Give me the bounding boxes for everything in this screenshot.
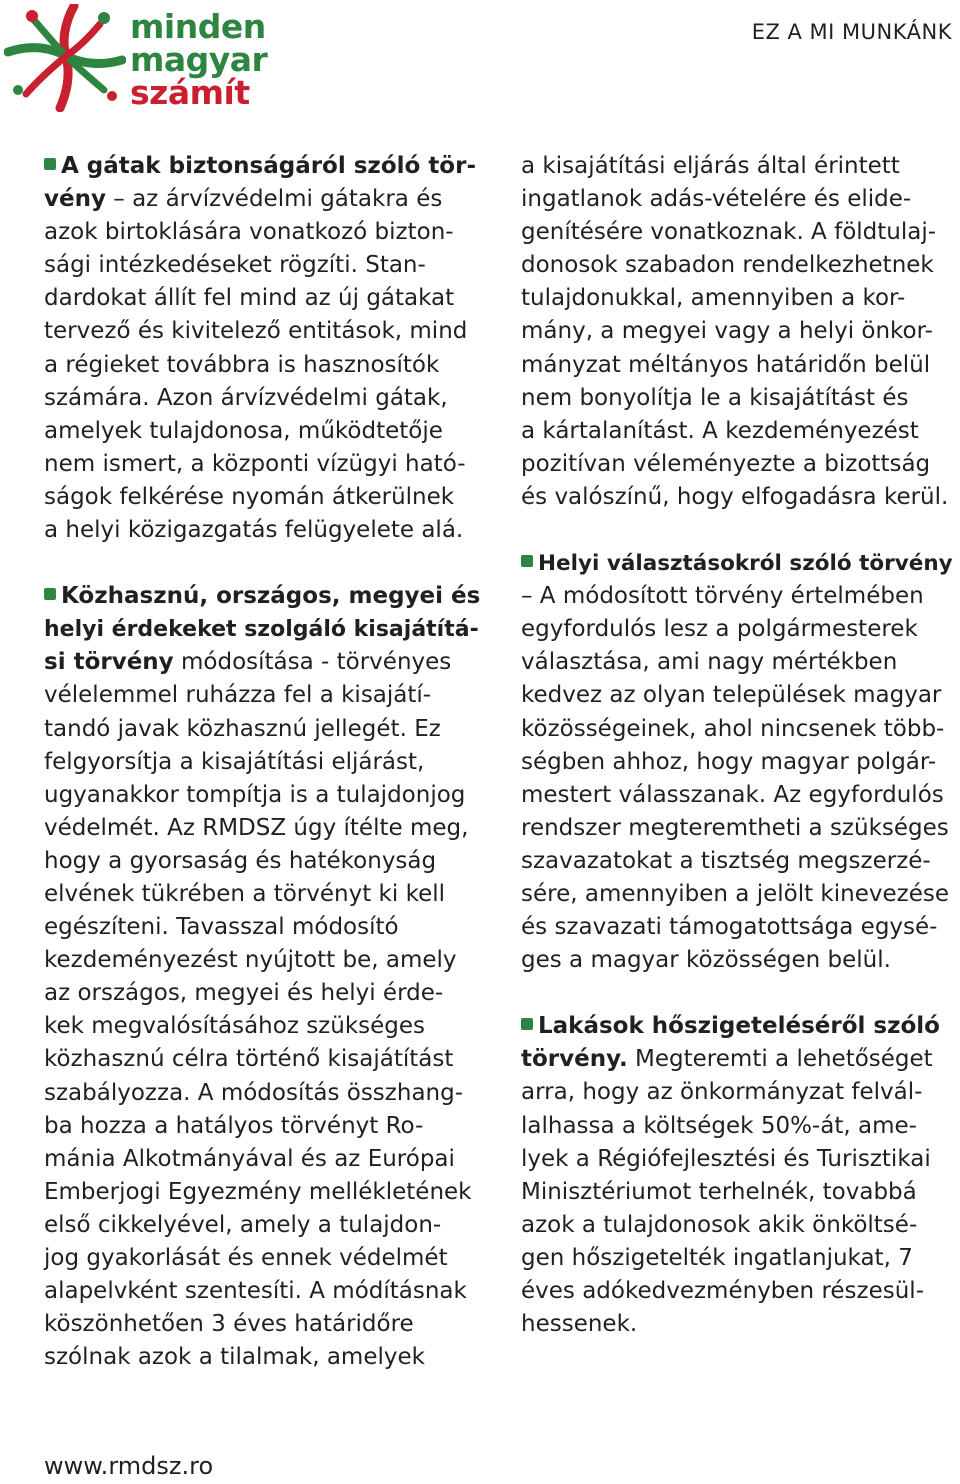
text-line: – A módosított törvény értelmében	[521, 583, 924, 610]
article-title-cont: helyi érdekeket szolgáló kisajátítá-	[44, 617, 479, 643]
text-line: mány, a megyei vagy a helyi önkor-	[521, 318, 933, 345]
text-line: éves adókedvezményben részesül-	[521, 1278, 924, 1304]
logo	[0, 0, 270, 120]
text-line: hogy a gyorsaság és hatékonyság	[44, 847, 437, 874]
logo-line-3: számít	[130, 73, 250, 112]
article-title: Lakások hőszigeteléséről szóló	[538, 1013, 940, 1040]
text-line: ingatlanok adás-vételére és elide-	[521, 186, 912, 213]
text-line: kek megvalósításához szükséges	[44, 1013, 426, 1040]
text-line: mánia Alkotmányával és az Európai	[44, 1145, 455, 1172]
bullet-icon	[44, 588, 56, 600]
right-column	[521, 150, 959, 1341]
text-line: pozitívan véleményezte a bizottság	[521, 450, 931, 477]
text-line: genítésére vonatkoznak. A földtulaj-	[521, 219, 937, 246]
left-column	[44, 150, 484, 1374]
text-line: választása, ami nagy mértékben	[521, 649, 898, 676]
text-line: azok a tulajdonosok akik önköltsé-	[521, 1211, 918, 1238]
text-line: tervező és kivitelező entitások, mind	[44, 318, 468, 345]
text-line: Emberjogi Egyezmény mellékletének	[44, 1178, 472, 1205]
text-line: kedvez az olyan települések magyar	[521, 682, 942, 709]
text-line: egészíteni. Tavasszal módosító	[44, 914, 399, 941]
text-line: gen hőszigetelték ingatlanjukat, 7	[521, 1244, 913, 1271]
text-line: és szavazati támogatottsága egysé-	[521, 914, 938, 941]
text-line: mestert válasszanak. Az egyfordulós	[521, 781, 944, 808]
text-line: ba hozza a hatályos törvényt Ro-	[44, 1112, 424, 1139]
logo-wordmark	[130, 7, 268, 112]
bullet-icon	[44, 158, 56, 170]
text-line: mányzat méltányos határidőn belül	[521, 351, 931, 378]
text-line: első cikkelyével, amely a tulajdon-	[44, 1211, 442, 1238]
text-line: sére, amennyiben a jelölt kinevezése	[521, 880, 949, 907]
logo-line-1: minden	[130, 7, 266, 46]
text-line: arra, hogy az önkormányzat felvál-	[521, 1079, 923, 1106]
article-dam-safety	[44, 150, 484, 547]
article-title-cont: si törvény	[44, 649, 174, 676]
text-line: védelmét. Az RMDSZ úgy ítélte meg,	[44, 814, 469, 841]
text-line: lyek a Régiófejlesztési és Turisztikai	[521, 1145, 931, 1172]
article-title: Közhasznú, országos, megyei és	[61, 583, 481, 610]
text-line: azok birtoklására vonatkozó bizton-	[44, 219, 454, 246]
text-line: szabályozza. A módosítás összhang-	[44, 1079, 464, 1106]
text-line: ságok felkérése nyomán átkerülnek	[44, 483, 455, 510]
article-title: A gátak biztonságáról szóló tör-	[61, 153, 476, 179]
text-line: donosok szabadon rendelkezhetnek	[521, 252, 934, 279]
text-line: a kártalanítást. A kezdeményezést	[521, 417, 919, 444]
text-line: jog gyakorlását és ennek védelmét	[44, 1245, 448, 1271]
bullet-icon	[521, 1018, 533, 1030]
text-line: ségben ahhoz, hogy magyar polgár-	[521, 748, 937, 775]
text-line: módosítása - törvényes	[173, 649, 452, 676]
text-line: alapelvként szentesíti. A módításnak	[44, 1278, 467, 1305]
logo-line-2: magyar	[130, 40, 268, 79]
text-line: a régieket továbbra is hasznosítók	[44, 351, 440, 378]
article-insulation	[521, 1010, 959, 1341]
text-line: – az árvízvédelmi gátakra és	[105, 186, 443, 213]
text-line: ugyanakkor tompítja is a tulajdonjog	[44, 781, 466, 808]
footer-url[interactable]: www.rmdsz.ro	[44, 1452, 214, 1480]
section-label: EZ A MI MUNKÁNK	[751, 20, 952, 44]
text-line: számára. Azon árvízvédelmi gátak,	[44, 384, 448, 411]
text-line: sági intézkedéseket rögzíti. Stan-	[44, 252, 426, 279]
text-line: kezdeményezést nyújtott be, amely	[44, 947, 457, 974]
logo-mark-icon	[4, 4, 126, 112]
text-line: köszönhetően 3 éves határidőre	[44, 1311, 414, 1338]
text-line: dardokat állít fel mind az új gátakat	[44, 285, 455, 312]
text-line: közösségeinek, ahol nincsenek több-	[521, 715, 945, 742]
text-line: amelyek tulajdonosa, működtetője	[44, 417, 443, 444]
text-line: az országos, megyei és helyi érde-	[44, 980, 444, 1007]
text-line: szavazatokat a tisztség megszerzé-	[521, 847, 931, 874]
text-line: felgyorsítja a kisajátítási eljárást,	[44, 748, 425, 775]
article-expropriation	[44, 580, 484, 1374]
text-line: lalhassa a költségek 50%-át, ame-	[521, 1112, 917, 1139]
article-local-elections	[521, 547, 959, 977]
text-line: egyfordulós lesz a polgármesterek	[521, 616, 918, 643]
text-line: a kisajátítási eljárás által érintett	[521, 153, 900, 179]
bullet-icon	[521, 555, 533, 567]
text-line: szólnak azok a tilalmak, amelyek	[44, 1344, 425, 1371]
text-line: elvének tükrében a törvényt ki kell	[44, 880, 445, 907]
article-title-cont: törvény.	[521, 1046, 628, 1073]
text-line: rendszer megteremtheti a szükséges	[521, 814, 949, 841]
text-line: nem ismert, a központi vízügyi ható-	[44, 450, 466, 477]
article-title: Helyi választásokról szóló törvény	[538, 551, 953, 577]
text-line: vélelemmel ruházza fel a kisajátí-	[44, 682, 432, 709]
article-title-cont: vény	[44, 186, 106, 213]
text-line: Minisztériumot terhelnék, tovabbá	[521, 1178, 917, 1205]
text-line: a helyi közigazgatás felügyelete alá.	[44, 517, 464, 544]
text-line: ges a magyar közösségen belül.	[521, 947, 891, 974]
text-line: és valószínű, hogy elfogadásra kerül.	[521, 483, 949, 510]
text-line: nem bonyolítja le a kisajátítást és	[521, 384, 909, 411]
text-line: tulajdonukkal, amennyiben a kor-	[521, 285, 906, 312]
text-line: hessenek.	[521, 1311, 638, 1338]
text-line: közhasznú célra történő kisajátítást	[44, 1046, 454, 1073]
text-line: Megteremti a lehetőséget	[627, 1046, 933, 1073]
article-expropriation-cont	[521, 150, 959, 514]
text-line: tandó javak közhasznú jellegét. Ez	[44, 715, 441, 742]
